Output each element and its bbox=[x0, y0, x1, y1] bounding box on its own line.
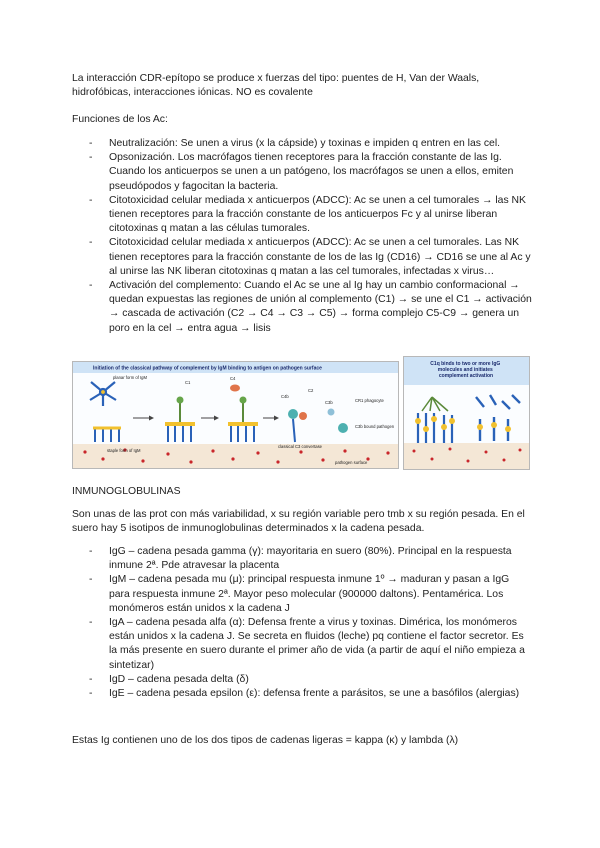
igm-planar-icon bbox=[90, 382, 116, 406]
list-item: - IgE – cadena pesada epsilon (ε): defensa frente a parásitos, se une a basófilos (alergias) bbox=[72, 687, 532, 701]
c4-complex-icon bbox=[228, 385, 258, 443]
ig-heading: INMUNOGLOBULINAS bbox=[72, 486, 181, 497]
c3b-icon bbox=[328, 409, 349, 434]
list-item: - Activación del complemento: Cuando el Ac se une al Ig hay un cambio conformacional → quedan expuestas las regiones de unión al complemento (C1) → se une el C1 → activación → cascada de activación (C2 → C4 → C3 → C5) → forma complejo C5-C9 → genera un poro en la cel → entra agua → lisis bbox=[72, 279, 532, 336]
svg-text:planar form of IgM: planar form of IgM bbox=[113, 375, 147, 380]
intro-paragraph: La interacción CDR-epítopo se produce x fuerzas del tipo: puentes de H, Van der Waals, hidrofóbicas, interacciones iónicas. NO es covalente bbox=[72, 73, 480, 99]
convertase-icon bbox=[288, 409, 307, 442]
svg-text:staple form of IgM: staple form of IgM bbox=[107, 448, 141, 453]
svg-text:C1q binds to two or more IgG: C1q binds to two or more IgG molecules and initiates complement activation bbox=[430, 361, 501, 379]
svg-text:pathogen surface: pathogen surface bbox=[335, 460, 368, 465]
isotypes-list bbox=[72, 545, 532, 701]
svg-text:C3b: C3b bbox=[325, 400, 333, 405]
functions-heading: Funciones de los Ac: bbox=[72, 114, 168, 125]
list-item: - Neutralización: Se unen a virus (x la cápside) y toxinas e impiden q entren en las cel. bbox=[72, 137, 532, 151]
list-item: - IgD – cadena pesada delta (δ) bbox=[72, 673, 532, 687]
svg-text:C1: C1 bbox=[185, 380, 191, 385]
figure1-title: Initiation of the classical pathway of complement by IgM binding to antigen on pathogen surface bbox=[93, 365, 322, 372]
c1-complex-icon bbox=[165, 397, 195, 443]
svg-text:C3b bound pathogen: C3b bound pathogen bbox=[355, 424, 395, 429]
svg-text:C4: C4 bbox=[230, 376, 236, 381]
list-item: - Citotoxicidad celular mediada x anticuerpos (ADCC): Ac se unen a cel tumorales. Las NK tienen receptores para la fracción constante de los de las Ig (CD16) → CD16 se une al Ac y al unirse las NK liberan citotoxinas q matan a las cel tumorales, infectadas x virus… bbox=[72, 236, 532, 279]
list-item: - IgG – cadena pesada gamma (γ): mayoritaria en suero (80%). Principal en la respuesta inmune 2ª. Pde atravesar la placenta bbox=[72, 545, 532, 573]
svg-text:C4b: C4b bbox=[281, 394, 289, 399]
ig-intro-paragraph: Son unas de las prot con más variabilidad, x su región variable pero tmb x su región pesada. En el suero hay 5 isotipos de inmunoglobulinas determinados x la cadena pesada. bbox=[72, 509, 525, 535]
figure-c1q-igg bbox=[403, 356, 530, 470]
svg-text:classical C3 convertase: classical C3 convertase bbox=[278, 444, 322, 449]
list-item: - IgM – cadena pesada mu (μ): principal respuesta inmune 1º → maduran y pasan a IgG para respuesta inmune 2ª. Mayor peso molecular (900000 daltons). Pentamérica. Los monómeros están unidos x la cadena J bbox=[72, 573, 532, 616]
light-chains-paragraph: Estas Ig contienen uno de los dos tipos de cadenas ligeras = kappa (κ) y lambda (λ) bbox=[72, 735, 459, 746]
list-item: - Opsonización. Los macrófagos tienen receptores para la fracción constante de las Ig. Cuando los anticuerpos se unen a un patógeno, los macrófagos se unen a ellos, emiten pseudópodos y fagocitan la bacteria. bbox=[72, 151, 532, 194]
c1q-icon bbox=[422, 397, 448, 411]
list-item: - IgA – cadena pesada alfa (α): Defensa frente a virus y toxinas. Dimérica, los monómeros están unidos x la cadena J. Se secreta en fluidos (leche) pq contiene el factor secretor. Es la más presente en suero durante el primer año de vida (a partir de aquí el niño empieza a sintetizar) bbox=[72, 616, 532, 673]
igm-staple-icon bbox=[93, 428, 121, 442]
svg-text:CR1 phagocyte: CR1 phagocyte bbox=[355, 398, 384, 403]
list-item: - Citotoxicidad celular mediada x anticuerpos (ADCC): Ac se unen a cel tumorales → las NK tienen receptores para la fracción constante de los anticuerpos Fc y al unirse liberan citotoxinas q matan a las células tumorales. bbox=[72, 194, 532, 237]
figure-classical-pathway bbox=[72, 361, 399, 469]
functions-list bbox=[72, 137, 532, 336]
svg-text:C2: C2 bbox=[308, 388, 314, 393]
